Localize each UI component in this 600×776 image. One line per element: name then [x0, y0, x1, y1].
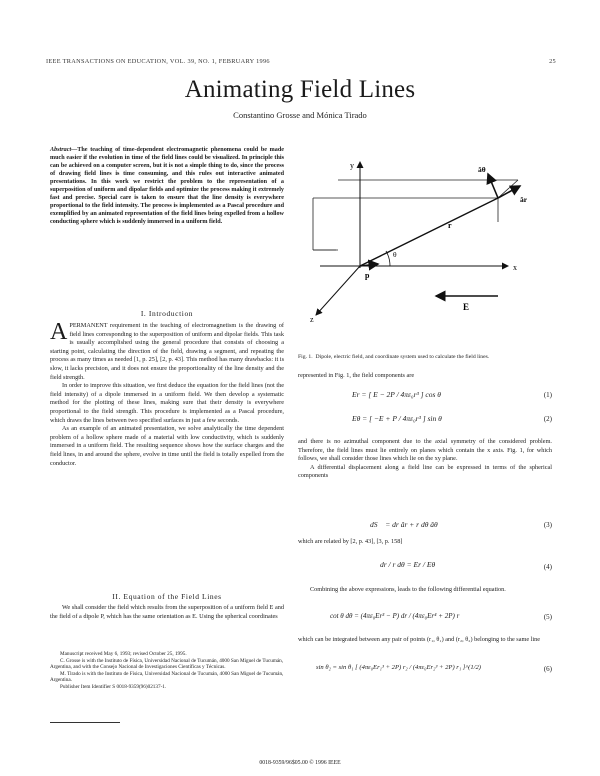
footnote-publisher-id: Publisher Item Identifier S 0018-9359(96)02137-1. [60, 683, 167, 690]
section-heading-field-lines: II. Equation of the Field Lines [112, 592, 222, 601]
right-para-5: Combining the above expressions, leads to the following differential equation. [310, 586, 506, 593]
intro-paragraph-3: As an example of an animated presentation, we solve analytically the time dependent problem of a hollow sphere made of a material with low conductivity, which is suddenly immersed in a uniform field. The resulting sequence shows how the surface charges and the field lines, in and around the sphere, evolve in time until the field is totally expelled from the conductor. [50, 425, 284, 467]
running-header: IEEE TRANSACTIONS ON EDUCATION, VOL. 39, NO. 1, FEBRUARY 1996 [46, 58, 270, 65]
footnote-author-2: M. Tirado is with the Instituto de Física, Universidad Nacional de Tucumán, 4000 San Miguel de Tucumán, Argentina. [50, 670, 284, 684]
a-r-label: âr [520, 195, 528, 204]
equation-4-number: (4) [543, 563, 552, 571]
equation-3-number: (3) [543, 521, 552, 529]
z-label: z [310, 315, 314, 324]
y-label: y [350, 161, 354, 170]
theta-label: θ [393, 250, 397, 259]
copyright-line: 0018-9359/96$05.00 © 1996 IEEE [259, 760, 341, 766]
right-para-1: represented in Fig. 1, the field components are [298, 372, 415, 379]
equation-6: sin θ₂ = sin θ₁ [ (4πε₀Er₁³ + 2P) r₂ / (4πε₀Er₂³ + 2P) r₁ ]^(1/2) [316, 664, 481, 671]
equation-4: dr / r dθ = Er / Eθ [380, 560, 436, 569]
figure-caption [298, 354, 552, 362]
equation-5: cot θ dθ = (4πε₀Er³ − P) dr / (4πε₀Er⁴ + 2P) r [330, 612, 460, 620]
abstract [50, 146, 284, 226]
right-para-2-3: and there is no azimuthal component due to the axial symmetry of the considered problem. Therefore, the field lines must lie entirely on planes which contain the x axis. Fig. 1, for which follows, we shall consider those lines which lie on the xy plane. A differential displacement along a field line can be expressed in terms of the spherical components [298, 438, 552, 480]
intro-paragraph-2: In order to improve this situation, we first deduce the equation for the field lines (not the field intensity) of a dipole immersed in a uniform field. We then develop a systematic method for the plotting of these lines, making sure that their density is everywhere proportional to the field strength. This procedure is implemented as a Pascal procedure, which draws the lines between two specified surfaces in just a few seconds. [50, 382, 284, 424]
equation-2-number: (2) [543, 415, 552, 423]
equation-3: dS⃗ = dr âr + r dθ âθ [370, 520, 438, 529]
equation-1: Er = [ E − 2P / 4πε₀r³ ] cos θ [352, 390, 441, 399]
equation-1-number: (1) [543, 391, 552, 399]
p-label: p [365, 271, 370, 280]
page-number: 25 [549, 58, 556, 65]
r-vector [360, 198, 498, 266]
right-para-4: which are related by [2, p. 43], [3, p. 158] [298, 538, 403, 545]
projection-box [313, 180, 518, 250]
x-label: x [513, 263, 517, 272]
paper-title: Animating Field Lines [184, 76, 416, 103]
section2-paragraph: We shall consider the field which results from the superposition of a uniform field E and the field of a dipole P, which has the same orientation as E. Using the spherical coordinates [50, 604, 284, 620]
footnotes [50, 651, 284, 691]
footnote-received: Manuscript received May 6, 1993; revised October 25, 1995. [60, 651, 187, 657]
footnote-author-1: C. Grosse is with the Instituto de Física, Universidad Nacional de Tucumán, 4000 San Miguel de Tucumán, Argentina, and with the Consejo Nacional de Investigaciones Científicas y Técnicas. [50, 657, 284, 671]
section-heading-introduction: I. Introduction [140, 309, 194, 318]
equation-2: Eθ = [ −E + P / 4πε₀r³ ] sin θ [352, 414, 442, 423]
section2-body [50, 604, 284, 621]
right-para-6: which can be integrated between any pair of points (r₁, θ₁) and (r₂, θ₂) belonging to the same line [298, 636, 541, 643]
figure-1 [298, 150, 558, 355]
footnote-rule [50, 722, 120, 723]
z-axis [316, 266, 360, 315]
equation-5-number: (5) [543, 613, 552, 621]
r-label: r [448, 221, 452, 230]
abstract-text: The teaching of time-dependent electromagnetic phenomena could be made much easier if the evolution in time of the field lines could be visualized. In principle this can be achieved on a computer screen, but it is not a simple thing to do, since the process of drawing field lines is time consuming, and this rules out interactive animated presentations. In this work we restrict the problem to the representation of a superposition of uniform and dipolar fields and optimize the process making it extremely fast and precise. Special care is taken to ensure that the line density is everywhere proportional to the field intensity. The process is implemented as a Pascal procedure and exemplified by an animated representation of the field lines being expelled from a hollow conducting sphere which is suddenly immersed in a uniform field. [50, 147, 284, 226]
caption-text: Dipole, electric field, and coordinate system used to calculate the field lines. [315, 354, 490, 360]
drop-cap: A [50, 319, 68, 345]
coordinate-diagram [298, 150, 558, 350]
abstract-label: Abstract— [50, 147, 78, 153]
a-theta-vector [488, 174, 498, 198]
a-theta-label: âθ [478, 165, 486, 174]
e-label: E [463, 302, 470, 312]
intro-paragraph-1: APERMANENT requirement in the teaching of electromagnetism is the drawing of field lines corresponding to the superposition of uniform and dipolar fields. This task is usually accomplished using the general procedure that consists of choosing a starting point, calculating the direction of the field, drawing a segment, and repeating the process as many times as needed [1, p. 25], [2, p. 43]. This method has many drawbacks: it is slow, it lacks precision, and it does not ensure the proportionality of the line density and the field strength. [50, 319, 284, 381]
equation-6-number: (6) [543, 665, 552, 673]
caption-label: Fig. 1. [298, 354, 313, 360]
paper-authors: Constantino Grosse and Mónica Tirado [233, 110, 367, 120]
introduction-body [50, 319, 284, 468]
